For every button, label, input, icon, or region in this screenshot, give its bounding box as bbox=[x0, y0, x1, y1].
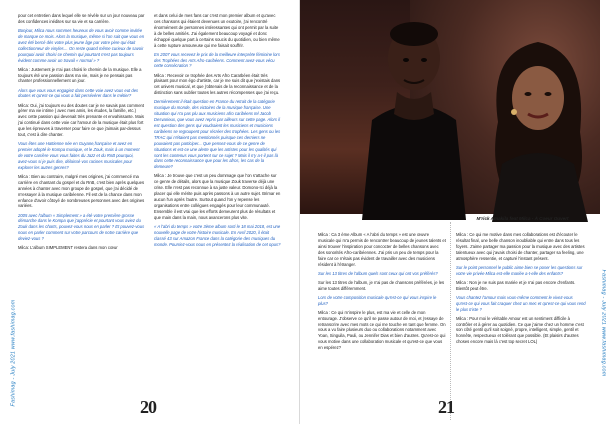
interview-answer: Milca : Pour moi le véritable Amour est un sentiment difficile à contrôler et à gérer au quotidien. Ce que j'aime chez un homme c'est son côté gentil qu'il soit soigné, propre, intelligent, simple, gentil et honnête, respectueux et tolérant que possible. (Et plaisirs d'autres choses encore mais là c'est top secret LOL) bbox=[456, 315, 584, 345]
interview-question: En 2007 vous recevez le prix de la meilleure interprète féminine lors des Trophées des Arts Afro-caribéens. Comment avez-vous vécu cette consécration ? bbox=[154, 51, 280, 69]
right-page bbox=[300, 0, 606, 424]
interview-question: 2005 avec l'album « Simplement » a été votre première grosse démarche dans le Kompa que j'apprécie et pourtant vous aviez du Zouk dans les charts, pouvez-vous nous en parler ? Et pouvez-vous nous en parler comment sur votre parcours de notre carrière que deviez-vous ? bbox=[18, 212, 145, 242]
interview-answer: Milca : Non je ne suis pas mariée et je n'ai pas encore d'enfants. Bientôt peut être. bbox=[456, 279, 576, 291]
interview-question: Alors que vous vous engagiez dans cette voie avez vous eut des doutes et qu'est-ce qui vous a fait persévérer dans le métier? bbox=[18, 87, 139, 99]
interview-question: Vous chantez l'amour mais vous-même comment le vivez-vous qu'est-ce qui vous fait craquer chez un mec et qu'est-ce qui vous rend le plus triste ? bbox=[456, 294, 586, 312]
right-page-column-2 bbox=[456, 232, 586, 422]
interview-question: Sur le point personnel le public aime bien se poser les questions sur votre vie privée Milca est-elle mariée a-t-elle des enfants? bbox=[456, 264, 583, 276]
column-divider bbox=[450, 222, 451, 420]
woman-figure-image bbox=[478, 32, 598, 222]
paragraph: pour cet entretien dans lequel elle se révèle sur un jour nouveau par des confidences inédites sur sa vie et sa carrière. bbox=[18, 13, 145, 24]
interview-question: Bonjour, Milca nous sommes heureux de vous avoir comme invitée de marque ce mois. Alors la musique, même si l'on sait que vous en avez été bercé dès votre plus jeune âge par votre père qui était collectionneur de vinyles… On reste quand même curieux de savoir pourquoi avoir choisi ce chemin qui pourtant n'est pas toujours évident comme avoir un travail « normal » ? bbox=[18, 28, 145, 63]
left-page bbox=[0, 0, 300, 424]
side-label-right: Fashimag - July 2021 www.fashimag.com bbox=[600, 269, 606, 377]
interview-answer: Milca : Ca 3 ème Album « A l'abri du temps » est une œuvre musicale qui m'a permis de rencontrer beaucoup de jeunes talents et ainsi trouver l'inspiration pour concocter de belles chansons avec des sonorités Afro-caribéennes. J'ai pris un peu de temps pour la faire car ce n'étais pas évident de travailler avec des musiciens résident à l'étranger. bbox=[318, 232, 446, 267]
interview-answer: Milca : Ce qui m'inspire le plus, est ma vie et celle de mon entourage. J'observe ce qu'il se passe autour de moi, et j'essaye de retranscrire avec mes mots ce qui me touche en tant que femme. On vous a vu faire plusieurs duo ou collaborations notamment avec Yoan, Singuila, Pauli, ou Jennifer Dias et bien d'autres. Qu'est-ce qui vous motive dans une collaboration musicale et qu'est-ce que vous en espérez? bbox=[318, 309, 446, 351]
interview-answer: Sur les 13 titres de l'album, je n'ai pas de chansons préférées, je les aime toutes différemment. bbox=[318, 279, 445, 291]
left-page-column-1 bbox=[18, 13, 145, 418]
page-number-left: 20 bbox=[140, 397, 156, 417]
interview-answer: Milca: Oui, j'ai toujours eu des doutes car je ne savais pas comment gérer ma vie intime ( avec mes amis, les études, la famille, etc.) avec cette passion qui devenait très prenante et envahissante. Mais j'ai continué dans cette voie car l'amour de la musique était plus fort que les épreuves à traverser pour faire ce que j'aimais par-dessus tout, c'est à dire chanter. bbox=[18, 102, 145, 138]
left-page-column-2 bbox=[154, 13, 281, 418]
interview-answer: Milca : Je trouve que c'est un peu dommage que l'on s'attache sur ce genre de détails, alors que la musique Zouk traverse déjà une crise. Elle n'est pas reconnue à sa juste valeur. Domono-Ici déjà la placer qui elle mérite puis après passons à un autre sujet. Brimar en aucun l'un après l'autre. Surtout quand l'on y repense les organisations entre collègues engagés pour leur communauté. Ensemble il est vrai que les efforts demeurent plus de résultats et que main dans la main, nous avancerons plus vite. bbox=[154, 173, 281, 220]
interview-answer: et dans celui de mes fans car c'est mon premier album et qu'avec ces chansons qui étaient devenues un exutoire, j'ai rencontré énormément de personnes intéressantes qui ont permit par la suite à de belles amitiés. J'ai également beaucoup voyagé et donc échappé quelque part à certains soucis du quotidien, ou bien même à cette rupture amoureuse qui me faisait souffrir. bbox=[154, 13, 280, 48]
interview-answer: Milca: L'album SIMPLEMENT restera dans mon cœur bbox=[18, 245, 118, 251]
photo-caption: M'rick Amakila feat Milca - À Coeur Ouvert bbox=[476, 216, 569, 221]
duo-photo bbox=[300, 0, 600, 214]
interview-question: Vous êtes une Haïtienne née en Guyane,française et avez en premier adopté le Kompa musique, et le Zouk, mais à un moment de votre carrière vous vous faites du Jazz et du RnB pourquoi, avez-vous si je puis dire, délaissé vos racines musicales pour explorer les autres genres? bbox=[18, 141, 140, 170]
side-label-left: Fashimag - July 2021 www.fashimag.com bbox=[10, 299, 17, 407]
interview-question: Lors de votre composition musicale qu'est-ce qui vous inspire le plus? bbox=[318, 294, 437, 306]
right-page-column-1 bbox=[318, 232, 446, 422]
interview-question: « A l'abri du temps » votre 3ème album sorti le 18 mai 2018, est une nouvelle page de votre histoire musicale. En Avril 2020, il était classé 43 sur Amazon France dans la catégorie des musiques du monde. Pourriez-vous nous en présentez la réalisation de cet opus? bbox=[154, 223, 281, 247]
man-figure-image bbox=[342, 10, 482, 220]
interview-answer: Milca : Ce qui me motive dans mes collaborations est d'écouter le résultat final, une belle chanson inoubliable qui entre dans tous les foyers. J'aime partager ma passion pour la musique avec des artistes talentueux avec qui j'avais choisi de chanter, partager sa feeling, une atmosphère ressentie, et capturé l'instant présent. bbox=[456, 232, 585, 261]
page-number-right: 21 bbox=[438, 397, 454, 417]
interview-answer: Milca : Justement je n'ai pas choisi le chemin de la musique. Elle a toujours été une passion dans ma vie, mais je ne pensais pas chanter professionnellement un jour. bbox=[18, 66, 142, 84]
interview-question: Sur les 13 titres de l'album quels sont ceux qui ont vos préférés? bbox=[318, 270, 438, 276]
interview-answer: Milca : Recevoir ce trophée des Arts Afro Caraïbéen était très plaisant pour mon égo d'artiste, car je me suis dit que j'existais dans cet univers musical, et que j'obtenais de la reconnaissance et de la distinction sans oublier toutes les autres récompenses que j'ai reçu. bbox=[154, 72, 281, 96]
interview-answer: Milca : Bien au contraire, malgré mes origines, j'ai commencé ma carrière en chantant du gospel et du RnB, c'est bien après quelques années à chanter avec mon groupe de gospel, que j'ai décidé de m'essayer à la musique caribéenne. Fil est de la chance dans mon enfance d'avoir côtoyé de nombreuses personnes avec des origines variées. bbox=[18, 173, 145, 209]
interview-question: Dernièrement il était question en France du retrait de la catégorie musique du monde, des victoires de la musique française. Une situation qui n'a pas plu aux musiciens afro caribéens tel Jacob Desvarieux, que vous avez repris par ailleurs sur cette page. Alors il est question des gens qui voudraient les musiciens et musiciens caribéens se regroupent pour récréer des trophées. Les gens ou les TRAC qui n'étaient pas mentionnés puisque ces derniers ne pouvaient pas participer... Que pensez-vous de ce genre de situations et est-ce une alerte que les artistes pour les qualités qui sont les contenus vous portent sur ce sujet ? Mais il n'y a-t-il pas là dans cette reconnaissance que pour les afros, les cas de la demeure? bbox=[154, 99, 281, 170]
